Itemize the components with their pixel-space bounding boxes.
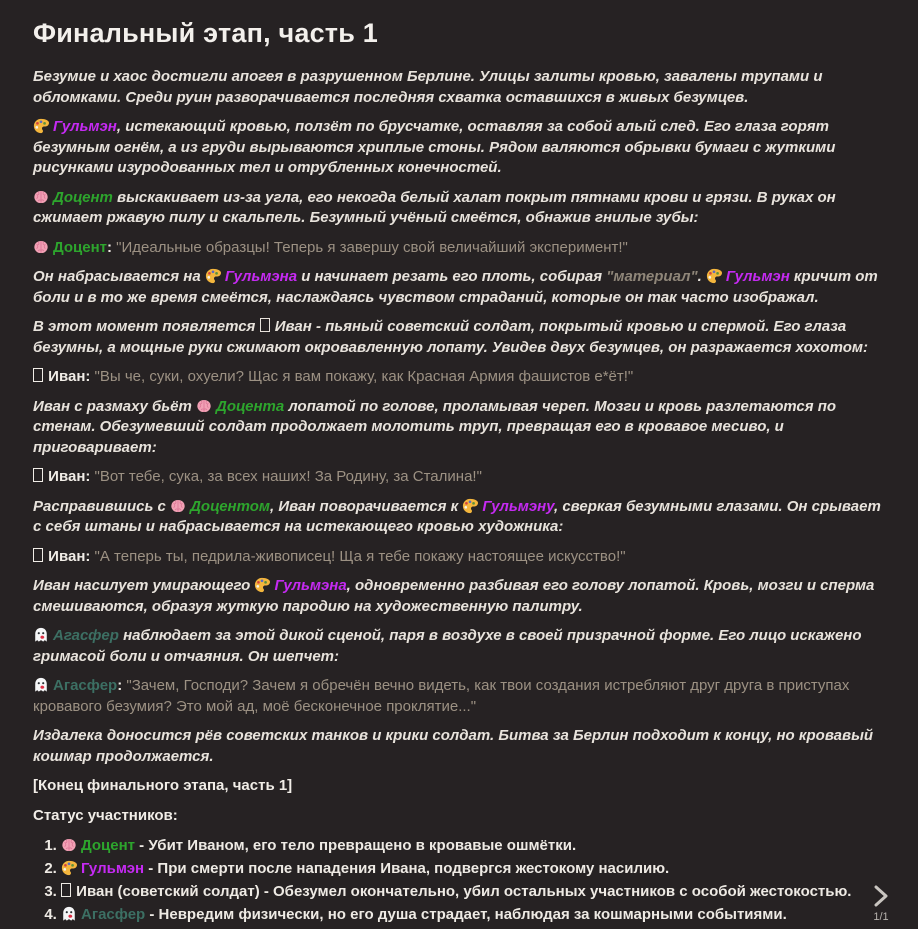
story-paragraph-plain xyxy=(33,806,888,827)
text-run: , сверкая безумными глазами. Он срывает с себя штаны и набрасывается на истекающего кровью художника: xyxy=(33,497,881,535)
story-content xyxy=(33,67,888,826)
brain-icon xyxy=(170,497,186,518)
text-run: Безумие и хаос достигли апогея в разрушенном Берлине. Улицы залиты кровью, завалены трупами и обломками. Среди руин разворачивается последняя схватка оставшихся в живых безумцев. xyxy=(33,68,823,106)
story-paragraph-narrative xyxy=(33,397,888,459)
status-list-item xyxy=(61,835,888,857)
brain-icon xyxy=(61,835,77,857)
text-run: Иван насилует умирающего xyxy=(33,577,255,594)
dialogue-quote: "Вот тебе, сука, за всех наших! За Родину, за Сталина!" xyxy=(90,468,482,485)
status-list xyxy=(33,835,888,926)
text-run: лопатой по голове, проламывая череп. Мозги и кровь разлетаются по стенам. Обезумевший солдат продолжает молотить труп, превращая его в кровавое месиво, и приговаривает: xyxy=(33,397,837,456)
status-list-item xyxy=(61,904,888,926)
brain-icon xyxy=(33,188,49,209)
text-run: - Невредим физически, но его душа страдает, наблюдая за кошмарными событиями. xyxy=(145,906,787,923)
missing-glyph-box xyxy=(260,318,270,332)
story-paragraph-narrative xyxy=(33,726,888,767)
story-paragraph-dialogue xyxy=(33,467,888,488)
story-paragraph-narrative xyxy=(33,67,888,108)
text-run: Расправившись с xyxy=(33,497,171,515)
dialogue-quote: "Идеальные образцы! Теперь я завершу свой величайший эксперимент!" xyxy=(112,238,628,256)
speaker-label: : xyxy=(107,238,113,256)
ghost-icon xyxy=(61,904,77,926)
story-paragraph-narrative xyxy=(33,317,888,358)
ghost-icon xyxy=(33,626,49,647)
character-name-agasfer: Агасфер xyxy=(81,906,146,923)
story-paragraph-plain xyxy=(33,776,888,797)
speaker-label: : xyxy=(117,677,123,694)
palette-icon xyxy=(33,117,49,138)
character-name-gulman: Гульмэна xyxy=(274,577,347,594)
text-run: В этот момент появляется xyxy=(33,318,260,335)
text-run: Издалека доносится рёв советских танков и крики солдат. Битва за Берлин подходит к концу, но кровавый кошмар продолжается. xyxy=(33,727,874,765)
text-run: выскакивает из-за угла, его некогда белый халат покрыт пятнами крови и грязи. В руках он сжимает ржавую пилу и скальпель. Безумный учёный смеётся, обнажив гнилые зубы: xyxy=(33,188,836,226)
page-title: Финальный этап, часть 1 xyxy=(33,18,378,48)
character-name-agasfer: Агасфер xyxy=(53,627,119,644)
text-run: наблюдает за этой дикой сценой, паря в воздухе в своей призрачной форме. Его лицо искажено гримасой боли и отчаяния. Он шепчет: xyxy=(33,627,862,665)
speaker-label: Иван: xyxy=(44,547,91,565)
text-run: Он набрасывается на xyxy=(33,268,205,285)
character-name-docent: Доцентом xyxy=(190,497,270,515)
character-name-gulman: Гульмэн xyxy=(725,268,790,285)
story-paragraph-narrative xyxy=(33,267,888,308)
story-paragraph-narrative xyxy=(33,188,888,229)
palette-icon xyxy=(462,497,478,518)
dialogue-quote: "Вы че, суки, охуели? Щас я вам покажу, как Красная Армия фашистов е*ёт!" xyxy=(90,368,634,385)
text-run: Статус участников: xyxy=(33,806,178,824)
character-name-docent: Доцента xyxy=(216,397,285,415)
story-paragraph-narrative xyxy=(33,576,888,617)
character-name-gulman: Гульмэн xyxy=(81,860,145,877)
palette-icon xyxy=(61,858,77,880)
character-name-agasfer: Агасфер xyxy=(53,677,118,694)
story-paragraph-narrative xyxy=(33,117,888,179)
text-run: , Иван поворачивается к xyxy=(270,497,463,515)
character-name-gulman: Гульмэн xyxy=(53,118,117,135)
story-paragraph-dialogue xyxy=(33,676,888,717)
text-run: Иван - пьяный советский солдат, покрытый кровью и спермой. Его глаза безумны, а мощные руки сжимают окровавленную лопату. Увидев двух безумцев, он разражается хохотом: xyxy=(33,318,868,356)
text-run: , истекающий кровью, ползёт по брусчатке, оставляя за собой алый след. Его глаза горят безумным огнём, а из груди вырываются хриплые стоны. Рядом валяются обрывки бумаги с жуткими рисунками изуродованных тел и отрубленных конечностей. xyxy=(33,118,836,176)
ghost-icon xyxy=(33,676,49,697)
character-name-gulman: Гульмэну xyxy=(482,497,554,515)
text-run: Иван (советский солдат) - Обезумел окончательно, убил остальных участников с особой жестокостью. xyxy=(72,883,852,900)
speaker-label: Иван: xyxy=(44,468,91,485)
status-list-item xyxy=(61,881,888,903)
text-run: - Убит Иваном, его тело превращено в кровавые ошмётки. xyxy=(135,837,577,854)
text-run: [Конец финального этапа, часть 1] xyxy=(33,777,293,794)
story-paragraph-dialogue xyxy=(33,238,888,259)
brain-icon xyxy=(196,397,212,418)
palette-icon xyxy=(254,576,270,597)
text-run: кричит от боли и в то же время смеётся, наслаждаясь чувством страданий, которые он так часто изображал. xyxy=(33,268,878,306)
text-run: и начинает резать его плоть, собирая xyxy=(297,268,607,285)
speaker-label: Иван: xyxy=(44,368,91,385)
character-name-docent: Доцент xyxy=(81,837,136,854)
page-indicator: 1/1 xyxy=(873,911,889,923)
character-name-gulman: Гульмэна xyxy=(224,268,298,285)
story-paragraph-narrative xyxy=(33,626,888,667)
pagination xyxy=(864,882,898,923)
brain-icon xyxy=(33,238,49,259)
text-run: . xyxy=(697,268,706,285)
text-run: , одновременно разбивая его голову лопатой. Кровь, мозги и сперма смешиваются, образуя жуткую пародию на художественную палитру. xyxy=(33,577,875,615)
missing-glyph-box xyxy=(61,883,71,897)
story-paragraph-dialogue xyxy=(33,547,888,568)
text-run: - При смерти после нападения Ивана, подвергся жестокому насилию. xyxy=(144,860,670,877)
character-name-docent: Доцент xyxy=(53,238,108,256)
dialogue-quote: "А теперь ты, педрила-живописец! Ща я тебе покажу настоящее искусство!" xyxy=(90,547,626,565)
missing-glyph-box xyxy=(33,468,43,482)
story-paragraph-narrative xyxy=(33,497,888,538)
character-name-docent: Доцент xyxy=(53,188,113,206)
dialogue-quote: "Зачем, Господи? Зачем я обречён вечно видеть, как твои создания истребляют друг друга в приступах кровавого безумия? Это мой ад, моё бесконечное проклятие..." xyxy=(33,677,850,715)
story-paragraph-dialogue xyxy=(33,367,888,388)
missing-glyph-box xyxy=(33,368,43,382)
next-page-button[interactable] xyxy=(870,882,892,913)
text-run: Иван с размаху бьёт xyxy=(33,397,197,415)
quoted-word: "материал" xyxy=(606,268,698,285)
missing-glyph-box xyxy=(33,548,43,562)
palette-icon xyxy=(706,267,722,288)
status-list-item xyxy=(61,858,888,880)
palette-icon xyxy=(205,267,221,288)
